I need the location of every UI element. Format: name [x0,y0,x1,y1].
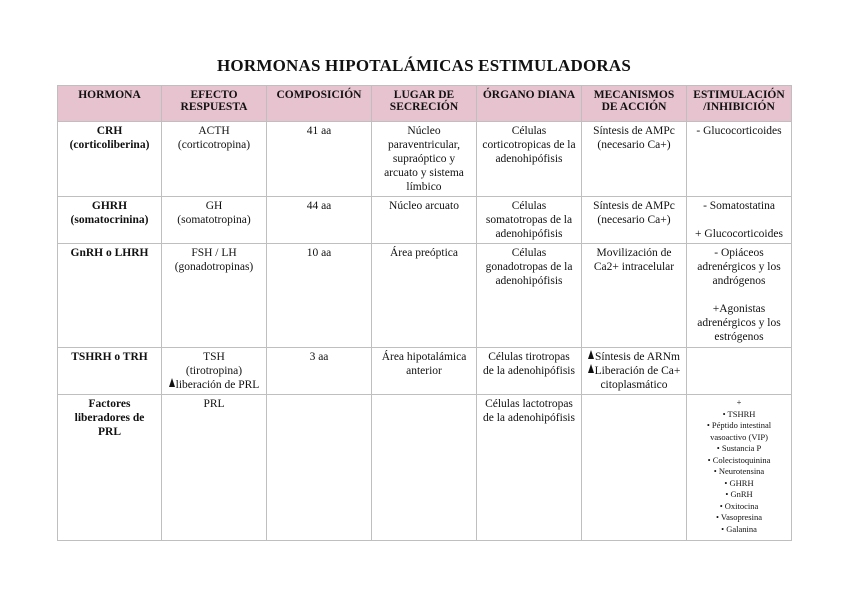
cell-line: SECRECIÓN [389,101,459,113]
cell-efecto [162,395,267,541]
cell-estimulacion [687,244,792,348]
cell-line: ESTIMULACIÓN [693,89,785,101]
col-header-lugar [372,86,477,122]
cell-line: (somatotropina) [177,214,251,226]
col-header-organo [477,86,582,122]
cell-line: corticotropicas de la [482,139,576,151]
cell-estimulacion [687,122,792,197]
cell-lugar [372,122,477,197]
col-header-mecanismo [582,86,687,122]
cell-line: Síntesis de AMPc [593,200,675,212]
cell-line: (tirotropina) [185,365,243,377]
cell-line: LUGAR DE [393,89,455,101]
cell-line: estrógenos [714,331,764,343]
cell-line: (corticotropina) [177,139,251,151]
cell-composicion: 44 aa [267,197,372,244]
cell-line: • TSHRH [722,408,756,419]
cell-line: somatotropas de la [485,214,573,226]
cell-line: - Glucocorticoides [696,125,782,137]
table-row [58,197,792,244]
up-arrow-icon [588,350,594,359]
cell-line: (necesario Ca+) [597,139,671,151]
cell-efecto [162,244,267,348]
table-row [58,244,792,348]
cell-organo [477,244,582,348]
cell-line: GHRH [91,200,128,212]
cell-efecto [162,122,267,197]
cell-lugar [372,197,477,244]
cell-line [689,213,789,227]
cell-line: (somatocrinina) [70,214,149,226]
cell-line: adrenérgicos y los [697,261,781,273]
cell-line: PRL [203,398,225,410]
cell-estimulacion [687,197,792,244]
cell-mecanismo [582,244,687,348]
cell-line: MECANISMOS [593,89,675,101]
cell-mecanismo [582,395,687,541]
cell-line: • GHRH [724,477,754,488]
cell-line: - Opiáceos [714,247,764,259]
cell-efecto [162,197,267,244]
mecanismo-tail: citoplasmático [600,379,668,391]
cell-line: Ca2+ intracelular [593,261,675,273]
cell-line: RESPUESTA [180,101,248,113]
cell-efecto-lines [164,350,264,378]
hormones-table [57,85,792,541]
cell-composicion: 10 aa [267,244,372,348]
mecanismo-arrow-text: Síntesis de ARNm [595,351,680,363]
cell-line: Área hipotalámica [381,351,467,363]
page-title: HORMONAS HIPOTALÁMICAS ESTIMULADORAS [217,56,631,75]
cell-line: ÓRGANO DIANA [482,89,576,101]
table-row [58,395,792,541]
cell-line: Células lactotropas [485,398,573,410]
cell-organo [477,348,582,395]
cell-line: TSHRH o TRH [71,351,148,363]
cell-line: • Oxitocina [719,500,759,511]
cell-line: • Péptido intestinal [706,420,772,430]
cell-line: /INHIBICIÓN [703,101,775,113]
cell-hormona [58,244,162,348]
cell-line: adrenérgicos y los [697,317,781,329]
cell-line: • GnRH [725,489,753,499]
cell-line: paraventricular, [387,139,460,151]
col-header-efecto [162,86,267,122]
cell-hormona [58,395,162,541]
cell-organo [477,122,582,197]
cell-line: adenohipófisis [495,153,563,165]
cell-line: Células tirotropas [488,351,570,363]
cell-line: andrógenos [712,275,766,287]
cell-line: arcuato y sistema [384,167,464,179]
cell-line: gonadotropas de la [485,261,573,273]
cell-line: +Agonistas [712,303,766,315]
cell-line: DE ACCIÓN [601,101,667,113]
mecanismo-arrow-line-1 [584,350,684,364]
cell-line: supraóptico y [392,153,456,165]
table-row [58,348,792,395]
cell-hormona [58,348,162,395]
cell-line: FSH / LH [191,247,237,259]
cell-line: (gonadotropinas) [174,261,254,273]
cell-line: Síntesis de AMPc [593,125,675,137]
cell-estimulacion [687,395,792,541]
cell-line: • Vasopresina [715,512,763,522]
cell-line: • Colecistoquinina [707,454,771,465]
col-header-composicion [267,86,372,122]
cell-line: • Galanina [721,523,757,534]
cell-line: • Neurotensina [713,466,765,476]
efecto-arrow-text: liberación de PRL [175,379,260,391]
cell-line: de la adenohipófisis [483,412,575,424]
cell-line: de la adenohipófisis [483,365,575,377]
cell-line: adenohipófisis [495,275,563,287]
cell-line: PRL [98,426,121,438]
cell-line: • Sustancia P [716,443,762,453]
cell-organo [477,395,582,541]
cell-line: Células [511,247,547,259]
mecanismo-arrow-line-2 [584,364,684,378]
cell-hormona [58,197,162,244]
header-row [58,86,792,122]
cell-line: GnRH o LHRH [70,247,149,259]
cell-line: COMPOSICIÓN [276,89,362,101]
cell-line: (necesario Ca+) [597,214,671,226]
cell-line: límbico [406,181,442,193]
cell-line: adenohipófisis [495,228,563,240]
table-row [58,122,792,197]
cell-line [689,288,789,302]
cell-composicion: 3 aa [267,348,372,395]
cell-lugar [372,395,477,541]
cell-line: EFECTO [190,89,238,101]
cell-composicion [267,395,372,541]
cell-line: Factores [88,398,131,410]
cell-line: ACTH [198,125,230,137]
cell-line: HORMONA [78,89,141,101]
cell-lugar [372,348,477,395]
cell-line: CRH [96,125,123,137]
cell-line: (corticoliberina) [69,139,150,151]
efecto-arrow-line [164,378,264,392]
cell-composicion: 41 aa [267,122,372,197]
cell-line: anterior [406,365,442,377]
cell-mecanismo [582,122,687,197]
cell-line: - Somatostatina [703,200,775,212]
cell-efecto [162,348,267,395]
cell-line: Núcleo arcuato [389,200,459,212]
cell-line: TSH [203,351,225,363]
up-arrow-icon [169,378,175,387]
cell-line: Área preóptica [389,247,458,259]
cell-mecanismo [582,197,687,244]
cell-lugar [372,244,477,348]
cell-organo [477,197,582,244]
col-header-estimulacion [687,86,792,122]
cell-line: + [736,397,742,407]
cell-line: Células [511,125,547,137]
cell-mecanismo [582,348,687,395]
cell-line: Núcleo [407,125,441,137]
cell-line: vasoactivo (VIP) [710,431,768,442]
up-arrow-icon [588,364,594,373]
mecanismo-arrow-text: Liberación de Ca+ [594,365,681,377]
cell-estimulacion [687,348,792,395]
cell-line: + Glucocorticoides [695,228,783,240]
cell-line: liberadores de [74,412,145,424]
cell-line: Movilización de [596,247,672,259]
cell-hormona [58,122,162,197]
cell-line: Células [511,200,547,212]
col-header-hormona [58,86,162,122]
cell-line: GH [205,200,223,212]
